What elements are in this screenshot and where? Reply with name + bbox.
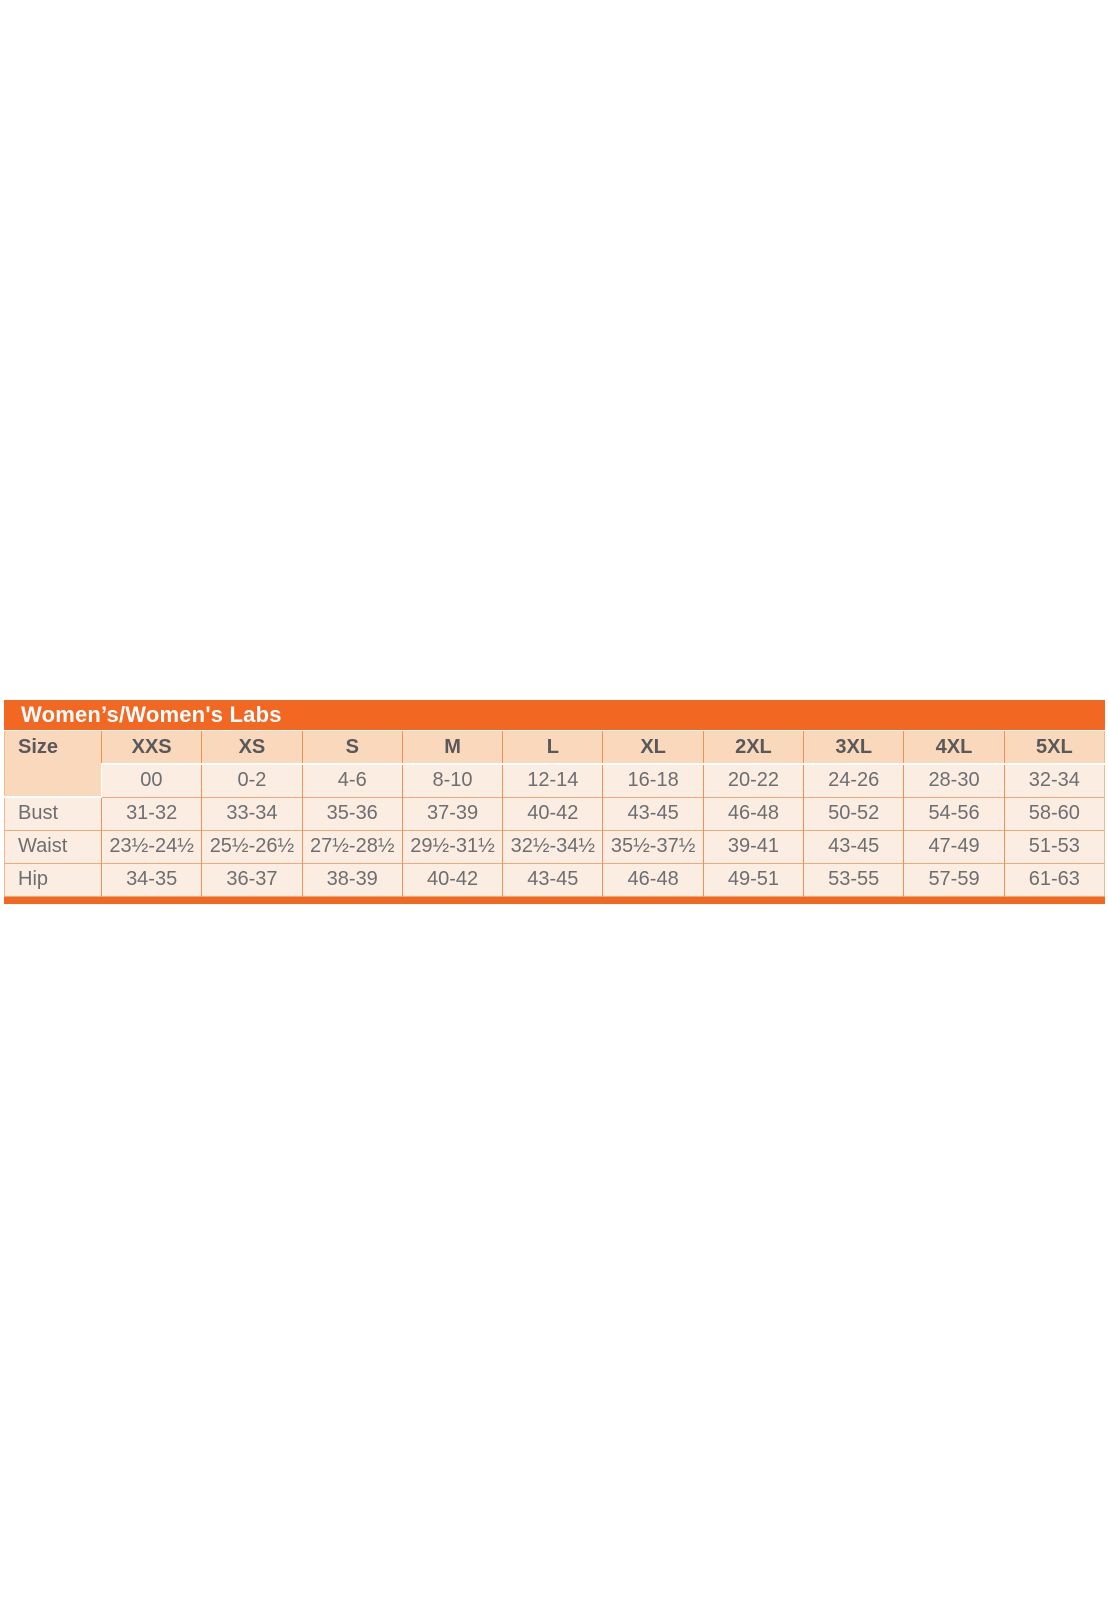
chart-title: Women’s/Women's Labs [21,702,282,727]
measurement-value-cell: 35½-37½ [603,830,703,863]
measurement-value-cell: 51-53 [1004,830,1104,863]
measurement-value-cell: 61-63 [1004,863,1104,896]
measurement-value-cell: 46-48 [703,797,803,830]
measurement-value-cell: 37-39 [402,797,502,830]
size-column-header: M [402,731,502,764]
measurement-value-cell: 43-45 [503,863,603,896]
size-number-row [5,764,1105,797]
measurement-value-cell: 40-42 [503,797,603,830]
size-table [4,731,1105,897]
measurement-value-cell: 40-42 [402,863,502,896]
size-name-row [5,731,1105,764]
measurement-value-cell: 53-55 [804,863,904,896]
size-number-cell: 12-14 [503,764,603,797]
measurement-value-cell: 27½-28½ [302,830,402,863]
measurement-value-cell: 36-37 [202,863,302,896]
measurement-value-cell: 25½-26½ [202,830,302,863]
measurement-value-cell: 47-49 [904,830,1004,863]
measurement-value-cell: 39-41 [703,830,803,863]
measurement-value-cell: 33-34 [202,797,302,830]
measurement-value-cell: 50-52 [804,797,904,830]
measurement-value-cell: 43-45 [804,830,904,863]
measurement-label: Bust [5,797,102,830]
measurement-value-cell: 34-35 [102,863,202,896]
measurement-value-cell: 58-60 [1004,797,1104,830]
chart-title-bar [4,700,1105,730]
measurement-value-cell: 35-36 [302,797,402,830]
size-column-header: 3XL [804,731,904,764]
size-number-cell: 00 [102,764,202,797]
size-column-header: L [503,731,603,764]
measurement-label: Waist [5,830,102,863]
measurement-value-cell: 31-32 [102,797,202,830]
size-number-cell: 20-22 [703,764,803,797]
size-column-header: XXS [102,731,202,764]
measurement-value-cell: 57-59 [904,863,1004,896]
size-number-cell: 24-26 [804,764,904,797]
measurement-value-cell: 46-48 [603,863,703,896]
measurement-value-cell: 49-51 [703,863,803,896]
chart-bottom-accent-bar [4,897,1105,904]
size-column-header: 5XL [1004,731,1104,764]
corner-header-size: Size [5,731,102,797]
measurement-value-cell: 29½-31½ [402,830,502,863]
size-column-header: 2XL [703,731,803,764]
size-number-cell: 4-6 [302,764,402,797]
size-number-cell: 28-30 [904,764,1004,797]
measurement-value-cell: 54-56 [904,797,1004,830]
table-row-bust [5,797,1105,830]
measurement-label: Hip [5,863,102,896]
size-number-cell: 32-34 [1004,764,1104,797]
size-column-header: XL [603,731,703,764]
table-row-waist [5,830,1105,863]
table-row-hip [5,863,1105,896]
measurement-value-cell: 32½-34½ [503,830,603,863]
size-chart [4,700,1105,904]
size-column-header: XS [202,731,302,764]
size-column-header: S [302,731,402,764]
measurement-value-cell: 23½-24½ [102,830,202,863]
size-number-cell: 8-10 [402,764,502,797]
measurement-value-cell: 43-45 [603,797,703,830]
size-number-cell: 0-2 [202,764,302,797]
size-column-header: 4XL [904,731,1004,764]
measurement-value-cell: 38-39 [302,863,402,896]
size-number-cell: 16-18 [603,764,703,797]
